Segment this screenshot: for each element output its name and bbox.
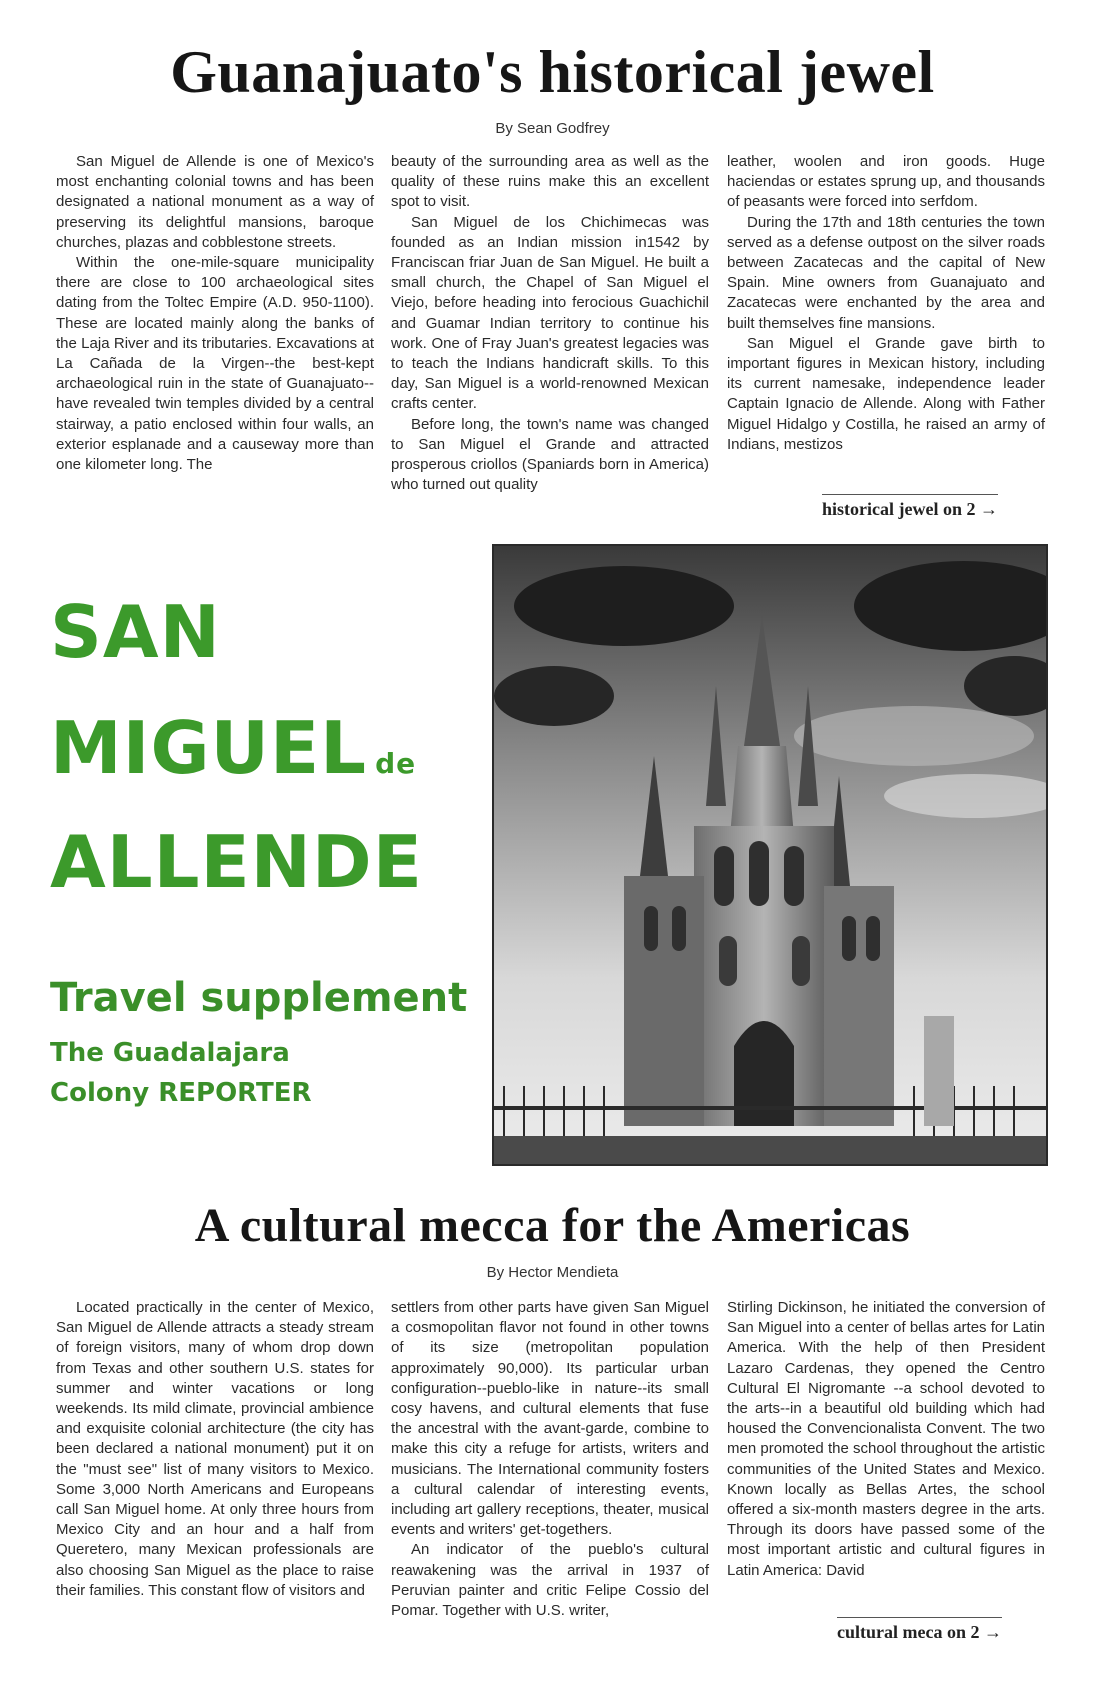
article2-headline: A cultural mecca for the Americas bbox=[194, 1199, 911, 1252]
paragraph: settlers from other parts have given San Miguel a cosmopolitan flavor not found in other towns of its size (metropolitan population approximately 90,000). Its particular urban configuration--pueblo-like in nature--its small cosy havens, and cultural elements that fuse the ancestral with the avant-garde, combine to make this city a refuge for artists, writers and musicians. The International community fosters a cultural calendar of interesting events, including art gallery receptions, theater, musical events and writers' get-togethers. bbox=[391, 1299, 709, 1539]
paragraph: San Miguel el Grande gave birth to important figures in Mexican history, including its current namesake, independence leader Captain Ignacio de Allende. Along with Father Miguel Hidalgo y Costilla, he raised an army of Indians, mestizos bbox=[727, 334, 1045, 453]
supplement-subtitle: Travel supplement bbox=[50, 975, 468, 1021]
paragraph: Within the one-mile-square municipality there are close to 100 archaeological sites dating from the Toltec Empire (A.D. 950-1100). These are located mainly along the banks of the Laja River and its tributaries. Excavations at La Cañada de la Virgen--the best-kept archaeological ruin in the state of Guanajuato--have revealed twin temples divided by a central stairway, a patio enclosed within four walls, an exterior esplanade and a causeway more than one kilometer long. The bbox=[56, 254, 374, 474]
article2-byline: By Hector Mendieta bbox=[486, 1264, 619, 1281]
paragraph: Located practically in the center of Mexico, San Miguel de Allende attracts a steady stream of foreign visitors, many of whom drop down from Texas and other southern U.S. states for summer and winter vacations or long weekends. Its mild climate, provincial ambience and exquisite colonial architecture (the city has been declared a national monument) put it on the "must see" list of many visitors to Mexico. Some 3,000 North Americans and Europeans call San Miguel home. At only three hours from Mexico City and an hour and a half from Queretero, many Mexican professionals are also choosing San Miguel as the place to raise their families. This constant flow of visitors and bbox=[56, 1299, 374, 1599]
article1-column-3 bbox=[727, 152, 1045, 455]
article2-column-2 bbox=[391, 1298, 709, 1621]
article2-column-3 bbox=[727, 1298, 1045, 1581]
paragraph: An indicator of the pueblo's cultural reawakening was the arrival in 1937 of Peruvian painter and critic Felipe Cossio del Pomar. Together with U.S. writer, bbox=[391, 1541, 709, 1620]
publisher-line-1: The Guadalajara bbox=[50, 1038, 290, 1068]
publisher-line-2: Colony REPORTER bbox=[50, 1078, 312, 1108]
church-illustration bbox=[494, 546, 1046, 1164]
paragraph: San Miguel de Allende is one of Mexico's most enchanting colonial towns and has been designated a national monument as a way of preserving its delightful mansions, baroque churches, plazas and cobblestone streets. bbox=[56, 153, 374, 251]
supplement-title-line-1: SAN bbox=[50, 590, 221, 674]
supplement-title-de: de bbox=[375, 747, 417, 780]
article1-jump-line[interactable]: historical jewel on 2 → bbox=[822, 494, 998, 520]
article2-jump-line[interactable]: cultural meca on 2 → bbox=[837, 1617, 1002, 1643]
supplement-title-line-2 bbox=[50, 706, 416, 790]
supplement-title-word: MIGUEL bbox=[50, 706, 368, 790]
article1-column-2 bbox=[391, 152, 709, 495]
article1-column-1 bbox=[56, 152, 374, 475]
article2-column-1 bbox=[56, 1298, 374, 1601]
church-photo bbox=[492, 544, 1048, 1166]
paragraph: leather, woolen and iron goods. Huge haciendas or estates sprung up, and thousands of peasants were forced into serfdom. bbox=[727, 153, 1045, 211]
paragraph: During the 17th and 18th centuries the town served as a defense outpost on the silver roads between Zacatecas and the capital of New Spain. Mine owners from Guanajuato and Zacatecas were enchanted by the area and built themselves fine mansions. bbox=[727, 213, 1045, 332]
paragraph: beauty of the surrounding area as well as the quality of these ruins make this an excellent spot to visit. bbox=[391, 153, 709, 211]
paragraph: Before long, the town's name was changed to San Miguel el Grande and attracted prosperous criollos (Spaniards born in America) who turned out quality bbox=[391, 415, 709, 494]
article1-headline: Guanajuato's historical jewel bbox=[170, 39, 935, 105]
article1-byline: By Sean Godfrey bbox=[495, 120, 610, 137]
paragraph: San Miguel de los Chichimecas was founded as an Indian mission in1542 by Franciscan friar Juan de San Miguel. He built a small church, the Chapel of San Miguel el Viejo, before heading into ferocious Guachichil and Guamar Indian territory to continue his work. One of Fray Juan's greatest legacies was to teach the Indians handicraft skills. To this day, San Miguel is a world-renowned Mexican crafts center. bbox=[391, 213, 709, 413]
paragraph: Stirling Dickinson, he initiated the conversion of San Miguel into a center of bellas artes for Latin America. With the help of then President Lazaro Cardenas, they opened the Centro Cultural El Nigromante --a school devoted to the arts--in a beautiful old building which had housed the Convencionalista Convent. The two men promoted the school throughout the artistic communities of the United States and Mexico. Known locally as Bellas Artes, the school offered a six-month masters degree in the arts. Through its doors have passed some of the most important artistic and cultural figures in Latin America: David bbox=[727, 1299, 1045, 1579]
supplement-title-line-3: ALLENDE bbox=[50, 820, 423, 904]
